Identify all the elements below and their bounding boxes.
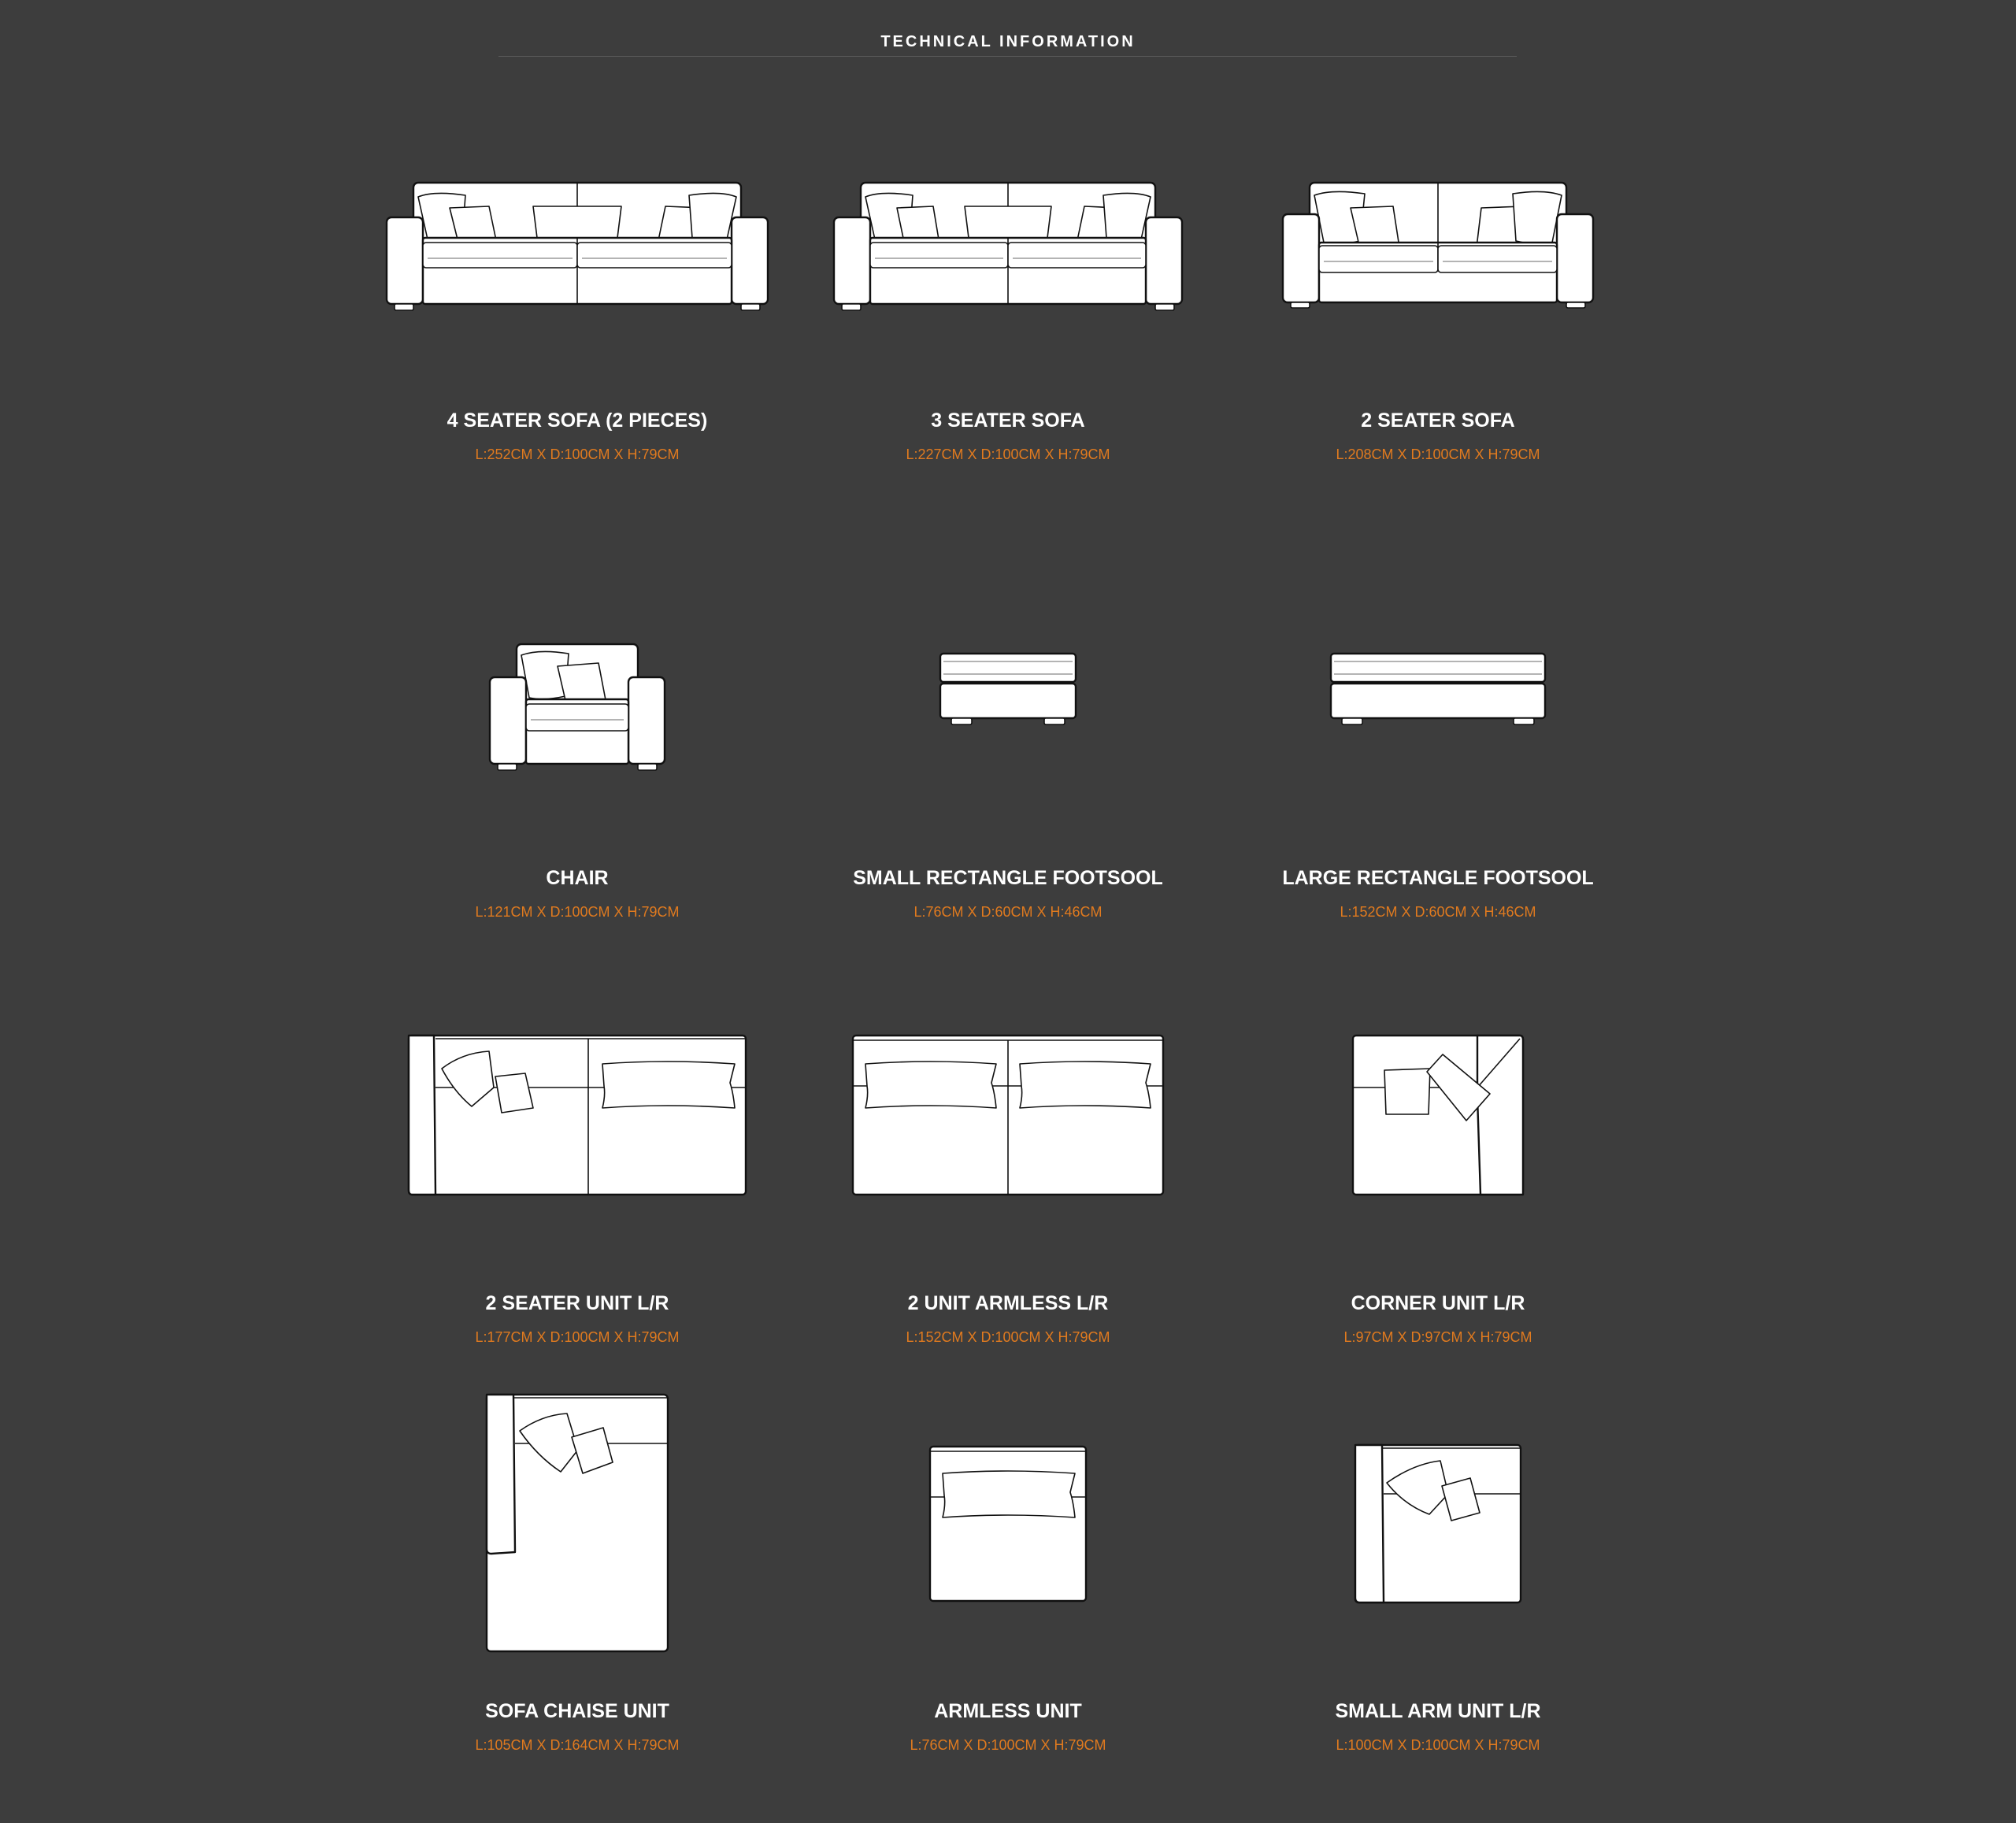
- sofa-chaise-plan-icon: [362, 1391, 792, 1655]
- product-dimensions: L:208CM X D:100CM X H:79CM: [1336, 446, 1540, 462]
- title-divider: [498, 56, 1517, 57]
- product-dimensions: L:100CM X D:100CM X H:79CM: [1336, 1737, 1540, 1753]
- product-name: ARMLESS UNIT: [934, 1700, 1082, 1722]
- product-dimensions: L:252CM X D:100CM X H:79CM: [475, 446, 680, 462]
- small-arm-unit-plan-icon: [1223, 1441, 1653, 1606]
- section-title: TECHNICAL INFORMATION: [880, 33, 1136, 50]
- corner-unit-plan-icon: [1223, 1032, 1653, 1199]
- two-unit-armless-plan-icon: [793, 1032, 1223, 1199]
- product-name: CHAIR: [546, 867, 609, 889]
- product-dimensions: L:227CM X D:100CM X H:79CM: [906, 446, 1110, 462]
- product-dimensions: L:76CM X D:100CM X H:79CM: [910, 1737, 1106, 1753]
- product-dimensions: L:105CM X D:164CM X H:79CM: [475, 1737, 680, 1753]
- product-name: SMALL RECTANGLE FOOTSOOL: [853, 867, 1163, 889]
- product-name: 4 SEATER SOFA (2 PIECES): [447, 409, 708, 432]
- product-name: CORNER UNIT L/R: [1351, 1292, 1525, 1314]
- product-name: 2 UNIT ARMLESS L/R: [907, 1292, 1109, 1314]
- product-name: SOFA CHAISE UNIT: [485, 1700, 669, 1722]
- product-name: 2 SEATER UNIT L/R: [485, 1292, 669, 1314]
- four-seater-sofa-icon: [362, 173, 792, 315]
- product-dimensions: L:121CM X D:100CM X H:79CM: [475, 904, 680, 920]
- two-seater-sofa-icon: [1223, 173, 1653, 315]
- product-name: 3 SEATER SOFA: [931, 409, 1085, 432]
- small-footstool-icon: [793, 650, 1223, 728]
- armless-unit-plan-icon: [793, 1443, 1223, 1605]
- product-dimensions: L:177CM X D:100CM X H:79CM: [475, 1329, 680, 1345]
- product-dimensions: L:152CM X D:100CM X H:79CM: [906, 1329, 1110, 1345]
- three-seater-sofa-icon: [793, 173, 1223, 315]
- product-dimensions: L:97CM X D:97CM X H:79CM: [1343, 1329, 1532, 1345]
- product-name: LARGE RECTANGLE FOOTSOOL: [1282, 867, 1594, 889]
- product-name: 2 SEATER SOFA: [1361, 409, 1515, 432]
- two-seater-unit-plan-icon: [362, 1032, 792, 1199]
- product-dimensions: L:152CM X D:60CM X H:46CM: [1340, 904, 1536, 920]
- large-footstool-icon: [1223, 650, 1653, 728]
- chair-icon: [362, 634, 792, 776]
- product-name: SMALL ARM UNIT L/R: [1335, 1700, 1541, 1722]
- product-dimensions: L:76CM X D:60CM X H:46CM: [914, 904, 1102, 920]
